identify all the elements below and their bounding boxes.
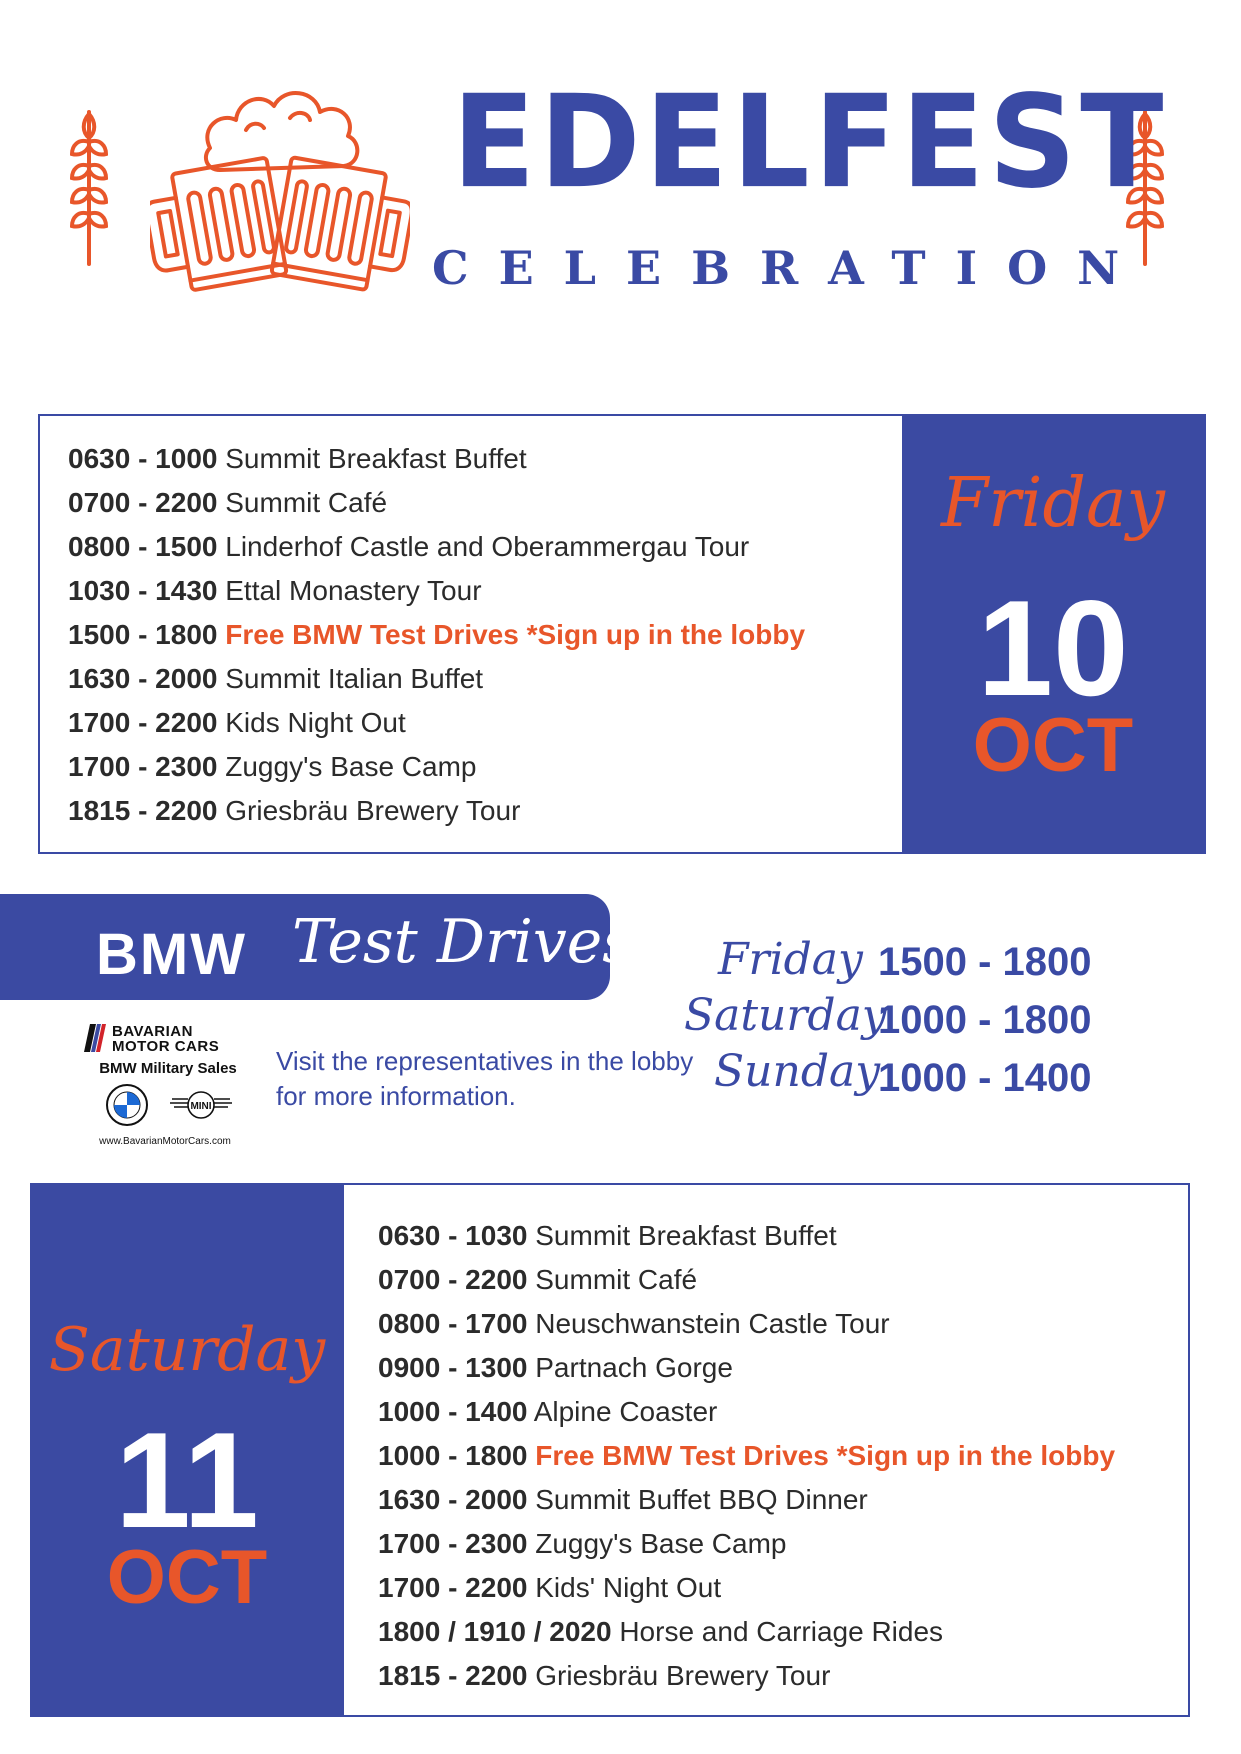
beer-mugs-icon [150, 78, 410, 308]
bmw-roundel-icon [106, 1084, 148, 1126]
test-drive-time: 1000 - 1800 [878, 998, 1092, 1042]
list-item: 0630 - 1000 Summit Breakfast Buffet [68, 443, 527, 474]
wheat-icon [66, 108, 112, 268]
list-item: 1800 / 1910 / 2020 Horse and Carriage Rides [378, 1616, 944, 1647]
list-item: 0700 - 2200 Summit Café [378, 1264, 698, 1295]
list-item: 0700 - 2200 Summit Café [68, 487, 388, 518]
list-item: 0900 - 1300 Partnach Gorge [378, 1352, 733, 1383]
visit-info: Visit the representatives in the lobby for more information. [276, 1046, 694, 1111]
bmw-banner-script: Test Drives [292, 907, 634, 977]
saturday-date-number: 11 [115, 1404, 259, 1556]
header [0, 0, 1241, 330]
test-drive-time: 1000 - 1400 [878, 1056, 1092, 1100]
test-drive-day: Sunday [714, 1046, 881, 1097]
dealer-url: www.BavarianMotorCars.com [99, 1136, 231, 1147]
friday-date-number: 10 [977, 572, 1129, 724]
bavarian-logo-icon [82, 1022, 112, 1054]
saturday-month: OCT [106, 1535, 268, 1620]
list-item: 1815 - 2200 Griesbräu Brewery Tour [68, 795, 521, 826]
list-item: 0800 - 1700 Neuschwanstein Castle Tour [378, 1308, 890, 1339]
list-item: 1815 - 2200 Griesbräu Brewery Tour [378, 1660, 831, 1691]
list-item: 1630 - 2000 Summit Italian Buffet [68, 663, 484, 694]
list-item: 1700 - 2300 Zuggy's Base Camp [378, 1528, 787, 1559]
test-drive-day: Saturday [684, 990, 887, 1041]
mini-logo-icon [168, 1088, 234, 1122]
friday-list [68, 437, 805, 833]
list-item: 1030 - 1430 Ettal Monastery Tour [68, 575, 482, 606]
list-item: 1700 - 2200 Kids Night Out [68, 707, 406, 738]
svg-text:MINI: MINI [190, 1101, 212, 1112]
list-item-highlight: 1500 - 1800 Free BMW Test Drives *Sign up in the lobby [68, 619, 806, 650]
test-drive-day: Friday [718, 934, 863, 985]
saturday-list [378, 1214, 1115, 1698]
page-title: EDELFEST [452, 67, 1168, 217]
friday-day-label: Friday [941, 464, 1165, 543]
dealer-logo [80, 1022, 250, 1152]
list-item: 1700 - 2200 Kids' Night Out [378, 1572, 722, 1603]
list-item: 0630 - 1030 Summit Breakfast Buffet [378, 1220, 837, 1251]
dealer-subtitle: BMW Military Sales [99, 1060, 237, 1077]
friday-month: OCT [972, 703, 1134, 788]
list-item: 0800 - 1500 Linderhof Castle and Oberammergau Tour [68, 531, 750, 562]
list-item: 1000 - 1400 Alpine Coaster [378, 1396, 718, 1427]
bmw-banner-brand: BMW [96, 922, 247, 987]
test-drive-time: 1500 - 1800 [878, 940, 1092, 984]
list-item: 1700 - 2300 Zuggy's Base Camp [68, 751, 477, 782]
saturday-day-label: Saturday [48, 1315, 326, 1385]
list-item-highlight: 1000 - 1800 Free BMW Test Drives *Sign up in the lobby [378, 1440, 1116, 1471]
dealer-name: BAVARIAN MOTOR CARS [112, 1023, 220, 1055]
page-subtitle: CELEBRATION [432, 241, 1150, 295]
list-item: 1630 - 2000 Summit Buffet BBQ Dinner [378, 1484, 868, 1515]
